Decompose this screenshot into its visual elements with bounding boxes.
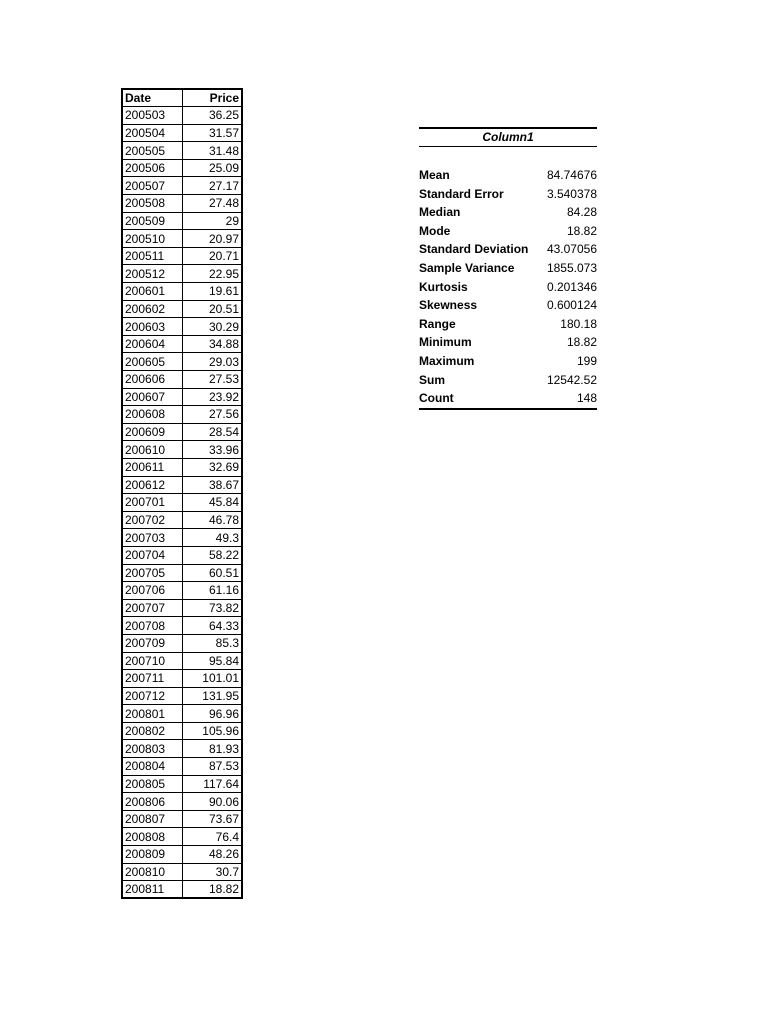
table-row (122, 775, 242, 793)
date-cell: 200607 (122, 388, 182, 406)
stat-label: Mode (419, 223, 451, 238)
price-cell: 31.48 (182, 142, 242, 160)
stat-label: Skewness (419, 298, 478, 313)
descriptive-statistics-panel (419, 127, 597, 410)
stats-column-title: Column1 (419, 127, 597, 147)
date-cell: 200601 (122, 283, 182, 301)
date-cell: 200802 (122, 722, 182, 740)
date-cell: 200611 (122, 458, 182, 476)
price-cell: 76.4 (182, 828, 242, 846)
date-cell: 200804 (122, 758, 182, 776)
table-row (122, 247, 242, 265)
table-row (122, 124, 242, 142)
date-cell: 200810 (122, 863, 182, 881)
stat-row (419, 166, 597, 185)
stat-value: 180.18 (560, 316, 597, 331)
date-cell: 200609 (122, 423, 182, 441)
table-row (122, 318, 242, 336)
table-row (122, 582, 242, 600)
stat-label: Standard Error (419, 186, 504, 201)
table-row (122, 441, 242, 459)
stat-label: Mean (419, 168, 450, 182)
date-cell: 200805 (122, 775, 182, 793)
date-cell: 200602 (122, 300, 182, 318)
stat-value: 1855.073 (546, 260, 597, 275)
table-row (122, 881, 242, 899)
date-cell: 200702 (122, 511, 182, 529)
table-row (122, 494, 242, 512)
table-row (122, 810, 242, 828)
stat-row (419, 389, 597, 408)
table-row (122, 265, 242, 283)
price-cell: 117.64 (182, 775, 242, 793)
table-row (122, 300, 242, 318)
stat-label: Kurtosis (419, 279, 468, 294)
date-cell: 200806 (122, 793, 182, 811)
date-cell: 200705 (122, 564, 182, 582)
date-cell: 200608 (122, 406, 182, 424)
table-row (122, 546, 242, 564)
stat-label: Range (419, 316, 456, 331)
table-row (122, 793, 242, 811)
table-row (122, 529, 242, 547)
price-cell: 27.53 (182, 371, 242, 389)
price-cell: 131.95 (182, 687, 242, 705)
table-row (122, 722, 242, 740)
stat-value: 3.540378 (546, 186, 597, 201)
price-cell: 96.96 (182, 705, 242, 723)
table-row (122, 371, 242, 389)
date-cell: 200507 (122, 177, 182, 195)
stat-value: 0.600124 (546, 298, 597, 313)
price-cell: 46.78 (182, 511, 242, 529)
stat-value: 0.201346 (546, 279, 597, 294)
stat-label: Sample Variance (419, 260, 515, 275)
price-cell: 73.82 (182, 599, 242, 617)
price-cell: 34.88 (182, 335, 242, 353)
stat-label: Standard Deviation (419, 242, 529, 257)
date-cell: 200505 (122, 142, 182, 160)
stat-value: 18.82 (566, 335, 597, 350)
price-cell: 22.95 (182, 265, 242, 283)
stat-value: 84.74676 (546, 168, 597, 182)
date-cell: 200508 (122, 195, 182, 213)
stats-body (419, 166, 597, 410)
date-cell: 200709 (122, 634, 182, 652)
date-cell: 200504 (122, 124, 182, 142)
price-cell: 38.67 (182, 476, 242, 494)
date-cell: 200603 (122, 318, 182, 336)
price-cell: 25.09 (182, 159, 242, 177)
date-cell: 200811 (122, 881, 182, 899)
price-cell: 33.96 (182, 441, 242, 459)
price-cell: 73.67 (182, 810, 242, 828)
price-table-header-row (122, 89, 242, 107)
table-row (122, 564, 242, 582)
price-cell: 90.06 (182, 793, 242, 811)
date-cell: 200509 (122, 212, 182, 230)
date-cell: 200707 (122, 599, 182, 617)
stat-row (419, 185, 597, 204)
price-cell: 18.82 (182, 881, 242, 899)
date-cell: 200801 (122, 705, 182, 723)
stat-label: Minimum (419, 335, 472, 350)
date-cell: 200703 (122, 529, 182, 547)
price-cell: 105.96 (182, 722, 242, 740)
table-row (122, 740, 242, 758)
date-cell: 200706 (122, 582, 182, 600)
date-cell: 200610 (122, 441, 182, 459)
price-column-header: Price (182, 89, 242, 107)
stat-value: 84.28 (566, 205, 597, 220)
table-row (122, 406, 242, 424)
price-cell: 20.51 (182, 300, 242, 318)
stat-value: 43.07056 (546, 242, 597, 257)
stat-value: 199 (576, 353, 597, 368)
table-row (122, 335, 242, 353)
price-cell: 81.93 (182, 740, 242, 758)
date-cell: 200803 (122, 740, 182, 758)
price-cell: 32.69 (182, 458, 242, 476)
table-row (122, 458, 242, 476)
table-row (122, 705, 242, 723)
stat-row (419, 333, 597, 352)
price-cell: 87.53 (182, 758, 242, 776)
price-cell: 23.92 (182, 388, 242, 406)
stat-row (419, 203, 597, 222)
date-cell: 200708 (122, 617, 182, 635)
date-cell: 200510 (122, 230, 182, 248)
price-table-body (122, 107, 242, 899)
price-cell: 85.3 (182, 634, 242, 652)
stat-label: Maximum (419, 353, 475, 368)
date-cell: 200606 (122, 371, 182, 389)
price-cell: 20.71 (182, 247, 242, 265)
stat-label: Median (419, 205, 461, 220)
table-row (122, 634, 242, 652)
date-cell: 200704 (122, 546, 182, 564)
stat-row (419, 296, 597, 315)
price-cell: 27.48 (182, 195, 242, 213)
table-row (122, 195, 242, 213)
stat-label: Sum (419, 372, 446, 387)
price-cell: 27.56 (182, 406, 242, 424)
table-row (122, 846, 242, 864)
price-cell: 101.01 (182, 670, 242, 688)
date-cell: 200809 (122, 846, 182, 864)
date-cell: 200808 (122, 828, 182, 846)
price-cell: 19.61 (182, 283, 242, 301)
price-cell: 60.51 (182, 564, 242, 582)
date-cell: 200604 (122, 335, 182, 353)
table-row (122, 687, 242, 705)
table-row (122, 599, 242, 617)
stat-row (419, 222, 597, 241)
stat-row (419, 352, 597, 371)
price-cell: 31.57 (182, 124, 242, 142)
price-cell: 48.26 (182, 846, 242, 864)
price-cell: 58.22 (182, 546, 242, 564)
table-row (122, 177, 242, 195)
date-cell: 200712 (122, 687, 182, 705)
table-row (122, 283, 242, 301)
table-row (122, 107, 242, 125)
price-cell: 28.54 (182, 423, 242, 441)
table-row (122, 388, 242, 406)
stat-row (419, 315, 597, 334)
price-cell: 95.84 (182, 652, 242, 670)
table-row (122, 230, 242, 248)
table-row (122, 617, 242, 635)
date-cell: 200711 (122, 670, 182, 688)
price-cell: 27.17 (182, 177, 242, 195)
price-cell: 49.3 (182, 529, 242, 547)
table-row (122, 476, 242, 494)
table-row (122, 353, 242, 371)
table-row (122, 652, 242, 670)
price-cell: 29 (182, 212, 242, 230)
table-row (122, 758, 242, 776)
date-cell: 200612 (122, 476, 182, 494)
price-cell: 36.25 (182, 107, 242, 125)
table-row (122, 142, 242, 160)
date-cell: 200605 (122, 353, 182, 371)
date-cell: 200512 (122, 265, 182, 283)
stat-row (419, 371, 597, 390)
stat-value: 148 (576, 391, 597, 406)
date-cell: 200701 (122, 494, 182, 512)
price-cell: 30.7 (182, 863, 242, 881)
table-row (122, 159, 242, 177)
price-cell: 30.29 (182, 318, 242, 336)
price-cell: 64.33 (182, 617, 242, 635)
price-cell: 61.16 (182, 582, 242, 600)
price-table (121, 88, 243, 899)
table-row (122, 828, 242, 846)
date-column-header: Date (122, 89, 182, 107)
date-cell: 200503 (122, 107, 182, 125)
date-cell: 200710 (122, 652, 182, 670)
stat-row (419, 259, 597, 278)
table-row (122, 670, 242, 688)
stat-row (419, 278, 597, 297)
table-row (122, 423, 242, 441)
price-cell: 20.97 (182, 230, 242, 248)
date-cell: 200511 (122, 247, 182, 265)
stat-value: 12542.52 (546, 372, 597, 387)
table-row (122, 511, 242, 529)
date-cell: 200506 (122, 159, 182, 177)
stat-label: Count (419, 391, 454, 406)
stat-value: 18.82 (566, 223, 597, 238)
stat-row (419, 240, 597, 259)
table-row (122, 212, 242, 230)
price-cell: 29.03 (182, 353, 242, 371)
table-row (122, 863, 242, 881)
date-cell: 200807 (122, 810, 182, 828)
price-cell: 45.84 (182, 494, 242, 512)
